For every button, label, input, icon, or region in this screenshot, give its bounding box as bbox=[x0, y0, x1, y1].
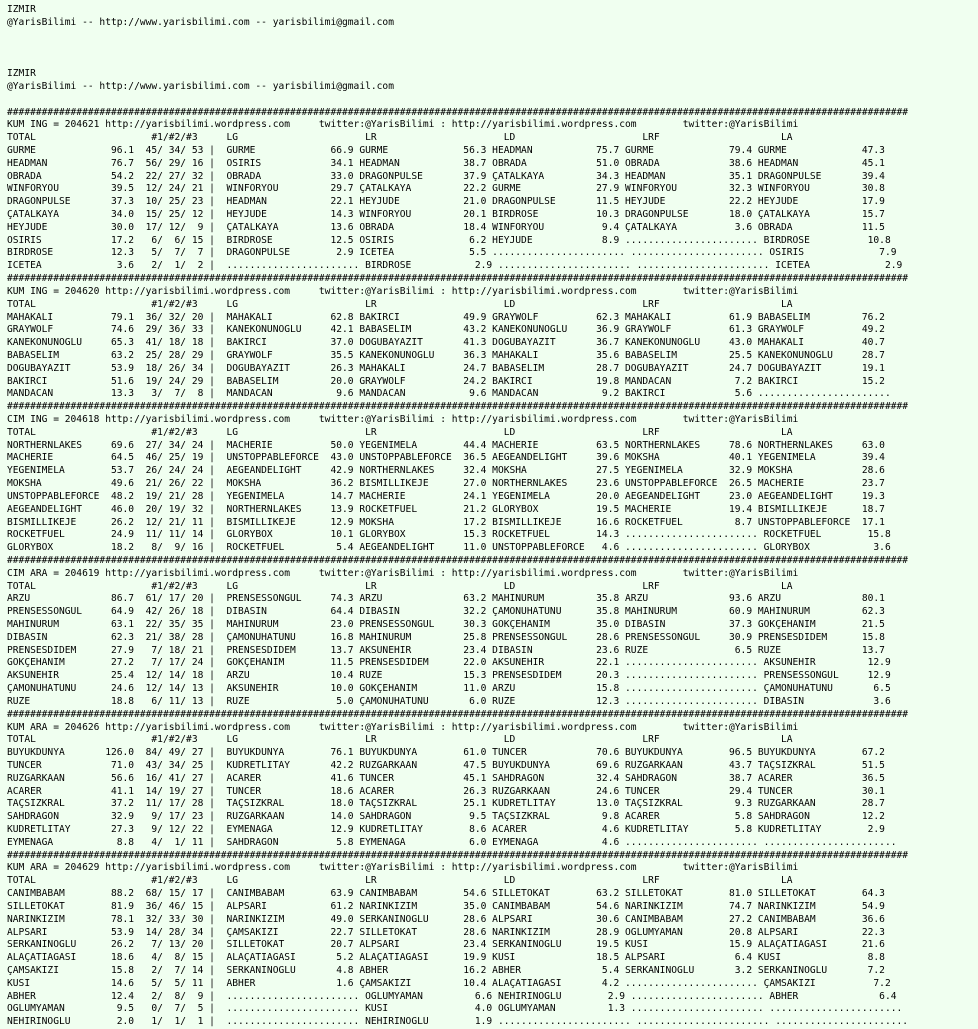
document-line: NORTHERNLAKES 69.6 27/ 34/ 24 | MACHERIE 50.0 YEGENIMELA 44.4 MACHERIE 63.5 NORTHERNLAKES 78.6 NORTHERNLAKES 63.0 bbox=[7, 439, 885, 451]
document-line: @YarisBilimi -- http://www.yarisbilimi.com -- yarisbilimi@gmail.com bbox=[7, 80, 394, 92]
document-line: RÜZGARKAAN 56.6 16/ 41/ 27 | ACARER 41.6 TUNCER 45.1 SAHDRAGON 32.4 SAHDRAGON 38.7 ACARER 36.5 bbox=[7, 772, 885, 784]
document-line: BAKIRCI 51.6 19/ 24/ 29 | BABASELIM 20.0 GRAYWOLF 24.2 BAKIRCI 19.8 MANDACAN 7.2 BAKIRCI 15.2 bbox=[7, 375, 885, 387]
document-line: TOTAL #1/#2/#3 LG LR LD LRF LA bbox=[7, 580, 793, 592]
document-line: NEHIRINOGLU 2.0 1/ 1/ 1 | ....................... NEHIRINOGLU 1.9 ....................... ....................... ....................... bbox=[7, 1016, 909, 1028]
document-line: ABHER 12.4 2/ 8/ 9 | ....................... OGLUMYAMAN 6.6 NEHIRINOGLU 2.9 ....................... ABHER 6.4 bbox=[7, 990, 897, 1002]
document-line: BÜYÜKDÜNYA 126.0 84/ 49/ 27 | BÜYÜKDÜNYA 76.1 BÜYÜKDÜNYA 61.0 TUNCER 70.6 BÜYÜKDÜNYA 96.5 BÜYÜKDÜNYA 67.2 bbox=[7, 747, 885, 759]
document-line: OSIRIS 17.2 6/ 6/ 15 | BIRDROSE 12.5 OSIRIS 6.2 HEYJUDE 8.9 ....................... BIRDROSE 10.8 bbox=[7, 234, 891, 246]
document-line: WINFORYOU 39.5 12/ 24/ 21 | WINFORYOU 29.7 ÇATALKAYA 22.2 GURME 27.9 WINFORYOU 32.3 WINFORYOU 30.8 bbox=[7, 183, 885, 195]
document-line: MOKSHA 49.6 21/ 26/ 22 | MOKSHA 36.2 BISMILLIKEJE 27.0 NORTHERNLAKES 23.6 UNSTOPPABLEFORCE 26.5 MACHERIE 23.7 bbox=[7, 478, 885, 490]
document-line: PRENSESDIDEM 27.9 7/ 18/ 21 | PRENSESDIDEM 13.7 AKSUNEHIR 23.4 DIBASIN 23.6 RUZE 6.5 RUZE 13.7 bbox=[7, 644, 885, 656]
document-line: EYMENAGA 8.8 4/ 1/ 11 | SAHDRAGON 5.8 EYMENAGA 6.0 EYMENAGA 4.6 ....................... ....................... bbox=[7, 836, 897, 848]
document-line: ALPSARI 53.9 14/ 28/ 34 | ÇAMSAKIZI 22.7 SILLETOKAT 28.6 NARINKIZIM 28.9 OGLUMYAMAN 20.8 ALPSARI 22.3 bbox=[7, 926, 885, 938]
document-line: DIBASIN 62.3 21/ 38/ 28 | ÇAMÖNÜHATUNU 16.8 MAHINURUM 25.8 PRENSESSONGÜL 28.6 PRENSESSONGÜL 30.9 PRENSESDIDEM 15.8 bbox=[7, 631, 885, 643]
document-line: BISMILLIKEJE 26.2 12/ 21/ 11 | BISMILLIKEJE 12.9 MOKSHA 17.2 BISMILLIKEJE 16.6 ROCKETFUEL 8.7 UNSTOPPABLEFORCE 17.1 bbox=[7, 516, 885, 528]
document-line: KUM ARA = 204629 http://yarisbilimi.wordpress.com twitter:@YarisBilimi : http://yarisbilimi.wordpress.com twitter:@YarisBilimi bbox=[7, 862, 799, 874]
document-line: ÇAMSAKIZI 15.8 2/ 7/ 14 | SERKANINOGLU 4.8 ABHER 16.2 ABHER 5.4 SERKANINOGLU 3.2 SERKANINOGLU 7.2 bbox=[7, 964, 885, 976]
document-line: KUM ING = 204621 http://yarisbilimi.wordpress.com twitter:@YarisBilimi : http://yarisbilimi.wordpress.com twitter:@YarisBilimi bbox=[7, 119, 799, 131]
document-line: YEGENIMELA 53.7 26/ 24/ 24 | AEGEANDELIGHT 42.9 NORTHERNLAKES 32.4 MOKSHA 27.5 YEGENIMELA 32.9 MOKSHA 28.6 bbox=[7, 465, 885, 477]
document-line: KÜSI 14.6 5/ 5/ 11 | ABHER 1.6 ÇAMSAKIZI 10.4 ALAÇATIAGASI 4.2 ....................... ÇAMSAKIZI 7.2 bbox=[7, 977, 891, 989]
document-line: @YarisBilimi -- http://www.yarisbilimi.com -- yarisbilimi@gmail.com bbox=[7, 16, 394, 28]
document-line: ############################################################################################################################################################ bbox=[7, 401, 909, 413]
document-line: OGLUMYAMAN 9.5 0/ 7/ 5 | ....................... KÜSI 4.0 OGLUMYAMAN 1.3 ....................... ....................... bbox=[7, 1003, 903, 1015]
document-line: ÇAMÖNÜHATUNU 24.6 12/ 14/ 13 | AKSUNEHIR 10.0 GÖKÇEHANIM 11.0 ARZU 15.8 ....................... ÇAMÖNÜHATUNU 6.5 bbox=[7, 683, 891, 695]
document-line: SILLETOKAT 81.9 36/ 46/ 15 | ALPSARI 61.2 NARINKIZIM 35.0 CANIMBABAM 54.6 NARINKIZIM 74.7 NARINKIZIM 54.9 bbox=[7, 900, 885, 912]
document-line: OBRADA 54.2 22/ 27/ 32 | OBRADA 33.0 DRAGONPULSE 37.9 ÇATALKAYA 34.3 HEADMAN 35.1 DRAGONPULSE 39.4 bbox=[7, 170, 885, 182]
document-line: HEADMAN 76.7 56/ 29/ 16 | OSIRIS 34.1 HEADMAN 38.7 OBRADA 51.0 OBRADA 38.6 HEADMAN 45.1 bbox=[7, 157, 885, 169]
document-line bbox=[7, 42, 978, 55]
document-line: GRAYWOLF 74.6 29/ 36/ 33 | KANEKONUNOGLU 42.1 BABASELIM 43.2 KANEKONUNOGLU 36.9 GRAYWOLF 61.3 GRAYWOLF 49.2 bbox=[7, 324, 885, 336]
document-line: ROCKETFUEL 24.9 11/ 11/ 14 | GLORYBOX 10.1 GLORYBOX 15.3 ROCKETFUEL 14.3 ....................... ROCKETFUEL 15.8 bbox=[7, 529, 891, 541]
document-line: TOTAL #1/#2/#3 LG LR LD LRF LA bbox=[7, 132, 793, 144]
document-line bbox=[7, 30, 978, 43]
document-line: PRENSESSONGÜL 64.9 42/ 26/ 18 | DIBASIN 64.4 DIBASIN 32.2 ÇAMÖNÜHATUNU 35.8 MAHINURUM 60.9 MAHINURUM 62.3 bbox=[7, 606, 885, 618]
document-line: ARZU 86.7 61/ 17/ 20 | PRENSESSONGÜL 74.3 ARZU 63.2 MAHINURUM 35.8 ARZU 93.6 ARZU 80.1 bbox=[7, 593, 885, 605]
document-line: BABASELIM 63.2 25/ 28/ 29 | GRAYWOLF 35.5 KANEKONUNOGLU 36.3 MAHAKALI 35.6 BABASELIM 25.5 KANEKONUNOGLU 28.7 bbox=[7, 349, 885, 361]
document-line: GÖKÇEHANIM 27.2 7/ 17/ 24 | GÖKÇEHANIM 11.5 PRENSESDIDEM 22.0 AKSUNEHIR 22.1 ....................... AKSUNEHIR 12.9 bbox=[7, 657, 891, 669]
document-line: ÇATALKAYA 34.0 15/ 25/ 12 | HEYJUDE 14.3 WINFORYOU 20.1 BIRDROSE 10.3 DRAGONPULSE 18.0 ÇATALKAYA 15.7 bbox=[7, 209, 885, 220]
document-line: CANIMBABAM 88.2 68/ 15/ 17 | CANIMBABAM 63.9 CANIMBABAM 54.6 SILLETOKAT 63.2 SILLETOKAT 81.0 SILLETOKAT 64.3 bbox=[7, 888, 885, 900]
document-line: DOGUBAYAZIT 53.9 18/ 26/ 34 | DOGUBAYAZIT 26.3 MAHAKALI 24.7 BABASELIM 28.7 DOGUBAYAZIT 24.7 DOGUBAYAZIT 19.1 bbox=[7, 362, 885, 374]
document-line: IZMIR bbox=[7, 68, 36, 80]
document-line: ############################################################################################################################################################ bbox=[7, 273, 909, 285]
document-line: KUDRETLITAY 27.3 9/ 12/ 22 | EYMENAGA 12.9 KUDRETLITAY 8.6 ACARER 4.6 KUDRETLITAY 5.8 KUDRETLITAY 2.9 bbox=[7, 824, 885, 835]
document-line: ICETEA 3.6 2/ 1/ 2 | ....................... BIRDROSE 2.9 ....................... ....................... ICETEA 2.9 bbox=[7, 260, 903, 272]
document-line: DRAGONPULSE 37.3 10/ 25/ 23 | HEADMAN 22.1 HEYJUDE 21.0 DRAGONPULSE 11.5 HEYJUDE 22.2 HEYJUDE 17.9 bbox=[7, 196, 885, 208]
document-line: TOTAL #1/#2/#3 LG LR LD LRF LA bbox=[7, 734, 793, 746]
document-line: MANDACAN 13.3 3/ 7/ 8 | MANDACAN 9.6 MANDACAN 9.6 MANDACAN 9.2 BAKIRCI 5.6 ....................... bbox=[7, 388, 891, 400]
document-line: TOTAL #1/#2/#3 LG LR LD LRF LA bbox=[7, 426, 793, 438]
document-line: BIRDROSE 12.3 5/ 7/ 7 | DRAGONPULSE 2.9 ICETEA 5.5 ....................... ....................... OSIRIS 7.9 bbox=[7, 247, 897, 259]
document-line: KUM ING = 204620 http://yarisbilimi.wordpress.com twitter:@YarisBilimi : http://yarisbilimi.wordpress.com twitter:@YarisBilimi bbox=[7, 285, 799, 297]
document-line: GURME 96.1 45/ 34/ 53 | GURME 66.9 GURME 56.3 HEADMAN 75.7 GURME 79.4 GURME 47.3 bbox=[7, 144, 885, 156]
document-line: RUZE 18.8 6/ 11/ 13 | RUZE 5.0 ÇAMÖNÜHATUNU 6.0 RUZE 12.3 ....................... DIBASIN 3.6 bbox=[7, 695, 891, 707]
document-line: ############################################################################################################################################################ bbox=[7, 849, 909, 861]
document-line: KUM ARA = 204626 http://yarisbilimi.wordpress.com twitter:@YarisBilimi : http://yarisbilimi.wordpress.com twitter:@YarisBilimi bbox=[7, 721, 799, 733]
document-line: ############################################################################################################################################################ bbox=[7, 554, 909, 566]
document-line: SAHDRAGON 32.9 9/ 17/ 23 | RÜZGARKAAN 14.0 SAHDRAGON 9.5 TAÇSIZKRAL 9.8 ACARER 5.8 SAHDRAGON 12.2 bbox=[7, 811, 885, 823]
document-line: ############################################################################################################################################################ bbox=[7, 708, 909, 720]
document-line: GLORYBOX 18.2 8/ 9/ 16 | ROCKETFUEL 5.4 AEGEANDELIGHT 11.0 UNSTOPPABLEFORCE 4.6 ....................... GLORYBOX 3.6 bbox=[7, 542, 891, 554]
document-line: KANEKONUNOGLU 65.3 41/ 18/ 18 | BAKIRCI 37.0 DOGUBAYAZIT 41.3 DOGUBAYAZIT 36.7 KANEKONUNOGLU 43.0 MAHAKALI 40.7 bbox=[7, 337, 885, 349]
document-line: IZMIR bbox=[7, 4, 36, 15]
document-line: ACARER 41.1 14/ 19/ 27 | TUNCER 18.6 ACARER 26.3 RÜZGARKAAN 24.6 TUNCER 29.4 TUNCER 30.1 bbox=[7, 785, 885, 797]
document-line: TAÇSIZKRAL 37.2 11/ 17/ 28 | TAÇSIZKRAL 18.0 TAÇSIZKRAL 25.1 KUDRETLITAY 13.0 TAÇSIZKRAL 9.3 RÜZGARKAAN 28.7 bbox=[7, 798, 885, 810]
document-line: AKSUNEHIR 25.4 12/ 14/ 18 | ARZU 10.4 RUZE 15.3 PRENSESDIDEM 20.3 ....................... PRENSESSONGÜL 12.9 bbox=[7, 670, 891, 682]
document-line: HEYJUDE 30.0 17/ 12/ 9 | ÇATALKAYA 13.6 OBRADA 18.4 WINFORYOU 9.4 ÇATALKAYA 3.6 OBRADA 11.5 bbox=[7, 221, 885, 233]
document-line: TOTAL #1/#2/#3 LG LR LD LRF LA bbox=[7, 875, 793, 887]
document-line: TUNCER 71.0 43/ 34/ 25 | KUDRETLITAY 42.2 RÜZGARKAAN 47.5 BÜYÜKDÜNYA 69.6 RÜZGARKAAN 43.7 TAÇSIZKRAL 51.5 bbox=[7, 759, 885, 771]
document-line: CIM ARA = 204619 http://yarisbilimi.wordpress.com twitter:@YarisBilimi : http://yarisbilimi.wordpress.com twitter:@YarisBilimi bbox=[7, 567, 799, 579]
document-line bbox=[7, 55, 978, 68]
document-line bbox=[7, 94, 978, 107]
document-line: TOTAL #1/#2/#3 LG LR LD LRF LA bbox=[7, 298, 793, 310]
document-line: UNSTOPPABLEFORCE 48.2 19/ 21/ 28 | YEGENIMELA 14.7 MACHERIE 24.1 YEGENIMELA 20.0 AEGEANDELIGHT 23.0 AEGEANDELIGHT 19.3 bbox=[7, 490, 885, 502]
document-line: MAHINURUM 63.1 22/ 35/ 35 | MAHINURUM 23.0 PRENSESSONGÜL 30.3 GÖKÇEHANIM 35.0 DIBASIN 37.3 GÖKÇEHANIM 21.5 bbox=[7, 619, 885, 630]
document-line: NARINKIZIM 78.1 32/ 33/ 30 | NARINKIZIM 49.0 SERKANINOGLU 28.6 ALPSARI 30.6 CANIMBABAM 27.2 CANIMBABAM 36.6 bbox=[7, 913, 885, 925]
document-line: MACHERIE 64.5 46/ 25/ 19 | UNSTOPPABLEFORCE 43.0 UNSTOPPABLEFORCE 36.5 AEGEANDELIGHT 39.6 MOKSHA 40.1 YEGENIMELA 39.4 bbox=[7, 452, 885, 464]
document-line: ALAÇATIAGASI 18.6 4/ 8/ 15 | ALAÇATIAGASI 5.2 ALAÇATIAGASI 19.9 KÜSI 18.5 ALPSARI 6.4 KÜSI 8.8 bbox=[7, 952, 885, 964]
document-line: ############################################################################################################################################################ bbox=[7, 106, 909, 118]
document-line: AEGEANDELIGHT 46.0 20/ 19/ 32 | NORTHERNLAKES 13.9 ROCKETFUEL 21.2 GLORYBOX 19.5 MACHERIE 19.4 BISMILLIKEJE 18.7 bbox=[7, 503, 885, 515]
document-line: MAHAKALI 79.1 36/ 32/ 20 | MAHAKALI 62.8 BAKIRCI 49.9 GRAYWOLF 62.3 MAHAKALI 61.9 BABASELIM 76.2 bbox=[7, 311, 885, 323]
document-line: CIM ING = 204618 http://yarisbilimi.wordpress.com twitter:@YarisBilimi : http://yarisbilimi.wordpress.com twitter:@YarisBilimi bbox=[7, 414, 799, 425]
document-line: SERKANINOGLU 26.2 7/ 13/ 20 | SILLETOKAT 20.7 ALPSARI 23.4 SERKANINOGLU 19.5 KÜSI 15.9 ALAÇATIAGASI 21.6 bbox=[7, 939, 885, 951]
